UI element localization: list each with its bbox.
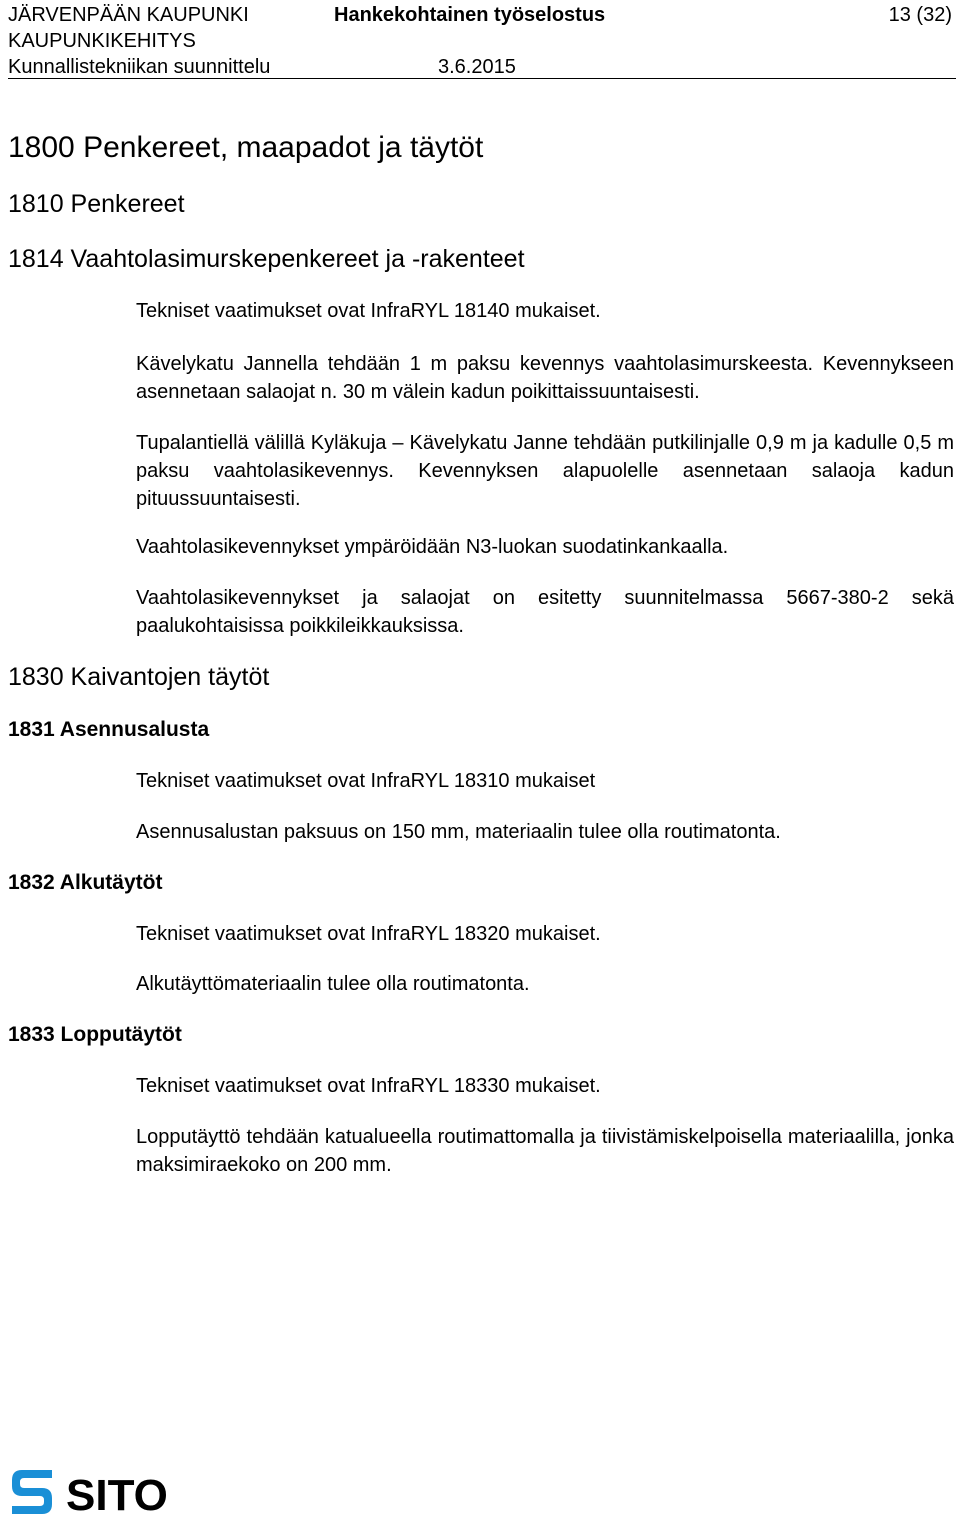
logo-s-shape	[12, 1470, 52, 1514]
header-row-2	[8, 28, 952, 54]
sito-s-logo-icon	[8, 1466, 178, 1518]
paragraph-1831-requirements: Tekniset vaatimukset ovat InfraRYL 18310 mukaiset	[136, 770, 596, 792]
header-page-number: 13 (32)	[888, 4, 952, 26]
header-org: JÄRVENPÄÄN KAUPUNKI	[8, 4, 249, 26]
paragraph-1833-requirements: Tekniset vaatimukset ovat InfraRYL 18330 mukaiset.	[136, 1075, 601, 1097]
heading-1831: 1831 Asennusalusta	[8, 718, 210, 741]
heading-1833: 1833 Lopputäytöt	[8, 1023, 182, 1046]
header-divider	[8, 78, 956, 79]
heading-1810: 1810 Penkereet	[8, 190, 185, 218]
header-unit: Kunnallistekniikan suunnittelu	[8, 56, 271, 78]
paragraph-1832-requirements: Tekniset vaatimukset ovat InfraRYL 18320 mukaiset.	[136, 923, 601, 945]
sito-logo	[8, 1466, 178, 1518]
logo-text: SITO	[66, 1471, 168, 1518]
paragraph-1814-plans: Vaahtolasikevennykset ja salaojat on esitetty suunnitelmassa 5667-380-2 sekä paalukohtaisissa poikkileikkauksissa.	[136, 587, 954, 637]
paragraph-1814-geotextile: Vaahtolasikevennykset ympäröidään N3-luokan suodatinkankaalla.	[136, 536, 729, 558]
paragraph-1832-material: Alkutäyttömateriaalin tulee olla routimatonta.	[136, 973, 530, 995]
page-header	[8, 2, 952, 80]
paragraph-1814-janne: Kävelykatu Jannella tehdään 1 m paksu kevennys vaahtolasimurskeesta. Kevennykseen asennetaan salaojat n. 30 m välein kadun poikittaissuuntaisesti.	[136, 353, 954, 403]
heading-1814: 1814 Vaahtolasimurskepenkereet ja -rakenteet	[8, 245, 525, 273]
paragraph-1814-requirements: Tekniset vaatimukset ovat InfraRYL 18140 mukaiset.	[136, 300, 601, 322]
heading-1800: 1800 Penkereet, maapadot ja täytöt	[8, 131, 484, 164]
paragraph-1831-thickness: Asennusalustan paksuus on 150 mm, materiaalin tulee olla routimatonta.	[136, 821, 781, 843]
heading-1832: 1832 Alkutäytöt	[8, 871, 163, 894]
heading-1830: 1830 Kaivantojen täytöt	[8, 663, 270, 691]
paragraph-1833-material: Lopputäyttö tehdään katualueella routimattomalla ja tiivistämiskelpoisella materiaalilla, jonka maksimiraekoko on 200 mm.	[136, 1126, 954, 1176]
header-row-1	[8, 2, 952, 28]
paragraph-1814-tupalantie: Tupalantiellä välillä Kyläkuja – Kävelykatu Janne tehdään putkilinjalle 0,9 m ja kadulle 0,5 m paksu vaahtolasikevennys. Kevennyksen alapuolelle asennetaan salaoja kadun pituussuuntaisesti.	[136, 432, 954, 510]
header-doc-title: Hankekohtainen työselostus	[334, 4, 606, 26]
header-dept: KAUPUNKIKEHITYS	[8, 30, 196, 52]
header-date: 3.6.2015	[438, 56, 516, 78]
header-row-3	[8, 54, 952, 80]
